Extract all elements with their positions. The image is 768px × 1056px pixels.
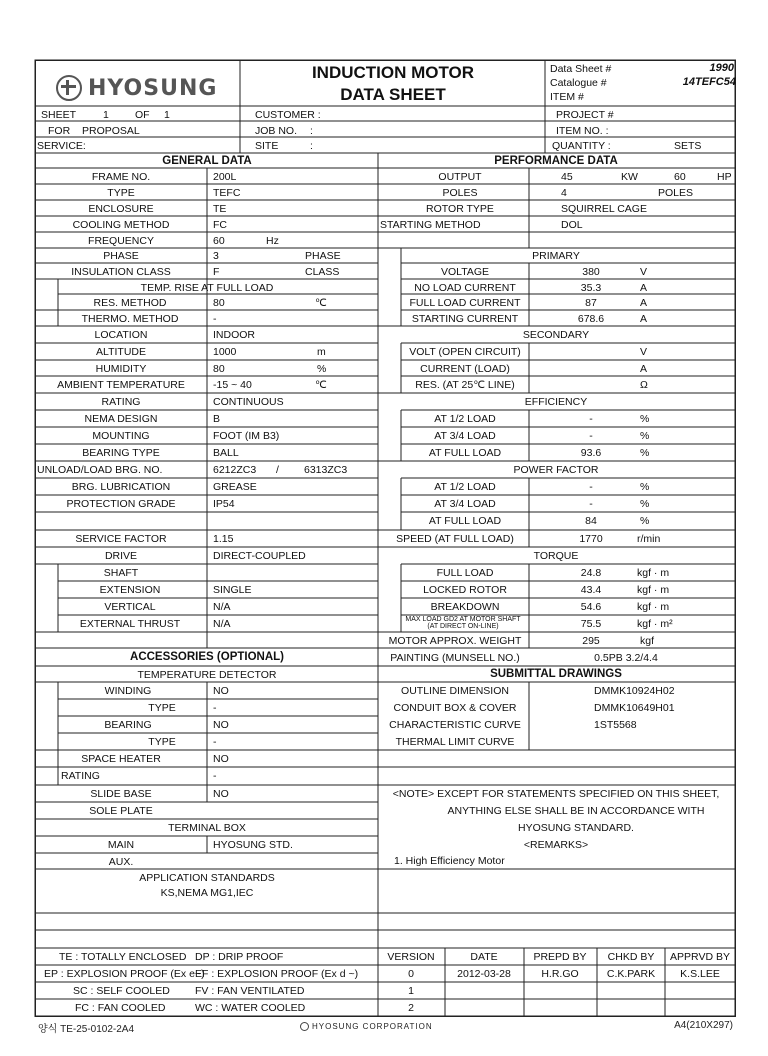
temp-detector-label: TEMPERATURE DETECTOR bbox=[137, 669, 277, 681]
enclosure-label: ENCLOSURE bbox=[88, 203, 154, 215]
protection-grade-label: PROTECTION GRADE bbox=[66, 498, 176, 510]
torque-heading: TORQUE bbox=[533, 550, 579, 562]
job-no-colon: : bbox=[310, 125, 313, 137]
speed-label: SPEED (AT FULL LOAD) bbox=[396, 533, 514, 545]
torque-full-load-value: 24.8 bbox=[580, 567, 602, 579]
bearing-label: BEARING bbox=[104, 719, 152, 731]
pf-half-load-unit: % bbox=[640, 481, 650, 493]
external-thrust-label: EXTERNAL THRUST bbox=[79, 618, 181, 630]
note-line-2: ANYTHING ELSE SHALL BE IN ACCORDANCE WITH bbox=[447, 805, 705, 817]
quantity-label: QUANTITY : bbox=[552, 140, 611, 152]
characteristic-curve-label: CHARACTERISTIC CURVE bbox=[389, 719, 521, 731]
revision-row-version: 2 bbox=[408, 1002, 414, 1014]
brg-no-separator: / bbox=[276, 464, 279, 476]
legend-wc: WC : WATER COOLED bbox=[195, 1002, 306, 1014]
torque-breakdown-value: 54.6 bbox=[580, 601, 602, 613]
winding-value: NO bbox=[213, 685, 229, 697]
drive-value: DIRECT-COUPLED bbox=[213, 550, 306, 562]
insulation-class-value: F bbox=[213, 266, 220, 278]
hyosung-logo-icon bbox=[56, 75, 82, 101]
rating-value: CONTINUOUS bbox=[213, 396, 284, 408]
revision-row-prepd: H.R.GO bbox=[541, 968, 579, 980]
app-standards-heading: APPLICATION STANDARDS bbox=[139, 872, 275, 884]
frequency-label: FREQUENCY bbox=[88, 235, 154, 247]
site-colon: : bbox=[310, 140, 313, 152]
insulation-class-unit: CLASS bbox=[305, 266, 340, 278]
remarks-heading: <REMARKS> bbox=[523, 839, 589, 851]
pf-half-load-value: - bbox=[589, 481, 593, 493]
shaft-label: SHAFT bbox=[103, 567, 139, 579]
service-factor-value: 1.15 bbox=[213, 533, 234, 545]
logo-text: HYOSUNG bbox=[88, 75, 218, 101]
terminal-main-value: HYOSUNG STD. bbox=[213, 839, 293, 851]
for-value: PROPOSAL bbox=[82, 125, 140, 137]
frequency-unit: Hz bbox=[266, 235, 279, 247]
humidity-unit: % bbox=[317, 363, 327, 375]
performance-data-heading: PERFORMANCE DATA bbox=[494, 155, 618, 167]
heater-rating-value: - bbox=[213, 770, 217, 782]
starting-method-value: DOL bbox=[561, 219, 583, 231]
volt-open-circuit-unit: V bbox=[640, 346, 648, 358]
full-load-current-label: FULL LOAD CURRENT bbox=[409, 297, 521, 309]
extension-value: SINGLE bbox=[213, 584, 252, 596]
corporation-logo-icon bbox=[300, 1022, 309, 1031]
terminal-main-label: MAIN bbox=[107, 839, 135, 851]
output-hp-unit: HP bbox=[717, 171, 732, 183]
characteristic-curve-value: 1ST5568 bbox=[594, 719, 637, 731]
catalogue-label: Catalogue # bbox=[550, 77, 607, 89]
service-label: SERVICE: bbox=[37, 140, 86, 152]
bearing-value: NO bbox=[213, 719, 229, 731]
temp-rise-label: TEMP. RISE AT FULL LOAD bbox=[140, 282, 274, 294]
secondary-heading: SECONDARY bbox=[522, 329, 590, 341]
pf-full-load-label: AT FULL LOAD bbox=[428, 515, 502, 527]
power-factor-heading: POWER FACTOR bbox=[513, 464, 599, 476]
document-title-line2: DATA SHEET bbox=[340, 85, 446, 104]
brg-no-label: UNLOAD/LOAD BRG. NO. bbox=[37, 464, 163, 476]
full-load-current-value: 87 bbox=[585, 297, 597, 309]
thermal-limit-curve-label: THERMAL LIMIT CURVE bbox=[395, 736, 515, 748]
vertical-value: N/A bbox=[213, 601, 231, 613]
bearing-type-value-acc: - bbox=[213, 736, 217, 748]
torque-breakdown-unit: kgf · m bbox=[637, 601, 670, 613]
site-label: SITE bbox=[255, 140, 279, 152]
sheet-label: SHEET bbox=[41, 109, 77, 121]
eff-half-load-value: - bbox=[589, 413, 593, 425]
output-hp: 60 bbox=[674, 171, 686, 183]
of-label: OF bbox=[135, 109, 150, 121]
altitude-label: ALTITUDE bbox=[96, 346, 146, 358]
legend-dp: DP : DRIP PROOF bbox=[195, 951, 284, 963]
heater-rating-label: RATING bbox=[61, 770, 100, 782]
revision-row-version: 1 bbox=[408, 985, 414, 997]
output-label: OUTPUT bbox=[438, 171, 482, 183]
pf-full-load-unit: % bbox=[640, 515, 650, 527]
item-no-label: ITEM NO. : bbox=[556, 125, 609, 137]
gd2-label-line1: MAX LOAD GD2 AT MOTOR SHAFT bbox=[405, 616, 521, 623]
catalogue-number: 14TEFC54 bbox=[682, 76, 736, 88]
prepd-header: PREPD BY bbox=[533, 951, 587, 963]
starting-current-unit: A bbox=[640, 313, 648, 325]
revision-row-version: 0 bbox=[408, 968, 414, 980]
bearing-type-label-acc: TYPE bbox=[148, 736, 176, 748]
legend-fv: FV : FAN VENTILATED bbox=[195, 985, 305, 997]
humidity-value: 80 bbox=[213, 363, 225, 375]
humidity-label: HUMIDITY bbox=[95, 363, 147, 375]
voltage-label: VOLTAGE bbox=[440, 266, 490, 278]
phase-label: PHASE bbox=[103, 250, 139, 262]
chkd-header: CHKD BY bbox=[607, 951, 655, 963]
extension-label: EXTENSION bbox=[99, 584, 161, 596]
torque-full-load-unit: kgf · m bbox=[637, 567, 670, 579]
space-heater-label: SPACE HEATER bbox=[81, 753, 161, 765]
pf-full-load-value: 84 bbox=[585, 515, 597, 527]
sole-plate-label: SOLE PLATE bbox=[89, 805, 153, 817]
submittal-drawings-heading: SUBMITTAL DRAWINGS bbox=[490, 668, 622, 680]
bearing-type-value: BALL bbox=[213, 447, 239, 459]
external-thrust-value: N/A bbox=[213, 618, 231, 630]
poles-unit: POLES bbox=[658, 187, 694, 199]
res-method-label: RES. METHOD bbox=[93, 297, 167, 309]
pf-34-load-value: - bbox=[589, 498, 593, 510]
protection-grade-value: IP54 bbox=[213, 498, 235, 510]
pf-34-load-unit: % bbox=[640, 498, 650, 510]
res-method-unit: ℃ bbox=[315, 297, 327, 309]
speed-unit: r/min bbox=[637, 533, 661, 545]
rating-label: RATING bbox=[101, 396, 141, 408]
torque-breakdown-label: BREAKDOWN bbox=[430, 601, 500, 613]
painting-label: PAINTING (MUNSELL NO.) bbox=[390, 652, 520, 664]
thermo-method-value: - bbox=[213, 313, 217, 325]
rotor-type-label: ROTOR TYPE bbox=[426, 203, 494, 215]
note-line-1: <NOTE> EXCEPT FOR STATEMENTS SPECIFIED ON THIS SHEET, bbox=[392, 788, 720, 800]
terminal-box-heading: TERMINAL BOX bbox=[168, 822, 246, 834]
project-label: PROJECT # bbox=[556, 109, 614, 121]
starting-current-value: 678.6 bbox=[577, 313, 605, 325]
type-label: TYPE bbox=[107, 187, 135, 199]
accessories-heading: ACCESSORIES (OPTIONAL) bbox=[130, 651, 284, 663]
current-load-label: CURRENT (LOAD) bbox=[420, 363, 510, 375]
hyosung-logo bbox=[56, 75, 217, 101]
phase-value: 3 bbox=[213, 250, 219, 262]
nema-design-value: B bbox=[213, 413, 221, 425]
corporation-text: HYOSUNG CORPORATION bbox=[312, 1022, 433, 1031]
of-number: 1 bbox=[164, 109, 170, 121]
altitude-unit: m bbox=[317, 346, 326, 358]
thermo-method-label: THERMO. METHOD bbox=[81, 313, 179, 325]
conduit-box-label: CONDUIT BOX & COVER bbox=[393, 702, 517, 714]
legend-ef: EF : EXPLOSION PROOF (Ex d ~) bbox=[195, 968, 359, 980]
res-method-value: 80 bbox=[213, 297, 225, 309]
resistance-label: RES. (AT 25℃ LINE) bbox=[415, 379, 515, 391]
primary-heading: PRIMARY bbox=[532, 250, 580, 262]
torque-full-load-label: FULL LOAD bbox=[436, 567, 494, 579]
nema-design-label: NEMA DESIGN bbox=[84, 413, 158, 425]
mounting-value: FOOT (IM B3) bbox=[213, 430, 280, 442]
voltage-value: 380 bbox=[582, 266, 600, 278]
torque-locked-rotor-value: 43.4 bbox=[580, 584, 602, 596]
no-load-current-unit: A bbox=[640, 282, 648, 294]
eff-34-load-value: - bbox=[589, 430, 593, 442]
for-label: FOR bbox=[48, 125, 71, 137]
speed-value: 1770 bbox=[579, 533, 603, 545]
general-data-heading: GENERAL DATA bbox=[162, 155, 252, 167]
slide-base-label: SLIDE BASE bbox=[90, 788, 152, 800]
no-load-current-value: 35.3 bbox=[580, 282, 602, 294]
note-line-3: HYOSUNG STANDARD. bbox=[518, 822, 634, 834]
eff-34-load-unit: % bbox=[640, 430, 650, 442]
resistance-unit: Ω bbox=[640, 379, 648, 391]
gd2-value: 75.5 bbox=[580, 618, 602, 630]
quantity-unit: SETS bbox=[674, 140, 702, 152]
legend-te: TE : TOTALLY ENCLOSED bbox=[59, 951, 187, 963]
frequency-value: 60 bbox=[213, 235, 225, 247]
job-no-label: JOB NO. bbox=[255, 125, 298, 137]
no-load-current-label: NO LOAD CURRENT bbox=[414, 282, 516, 294]
volt-open-circuit-label: VOLT (OPEN CIRCUIT) bbox=[409, 346, 521, 358]
revision-row-date: 2012-03-28 bbox=[457, 968, 511, 980]
poles-label: POLES bbox=[442, 187, 478, 199]
service-factor-label: SERVICE FACTOR bbox=[75, 533, 167, 545]
app-standards-value: KS,NEMA MG1,IEC bbox=[160, 887, 254, 899]
remark-1: 1. High Efficiency Motor bbox=[394, 855, 505, 867]
efficiency-heading: EFFICIENCY bbox=[524, 396, 588, 408]
paper-size: A4(210X297) bbox=[674, 1020, 733, 1031]
legend-sc: SC : SELF COOLED bbox=[73, 985, 170, 997]
insulation-class-label: INSULATION CLASS bbox=[71, 266, 171, 278]
apprvd-header: APPRVD BY bbox=[670, 951, 730, 963]
ambient-temp-label: AMBIENT TEMPERATURE bbox=[57, 379, 185, 391]
starting-method-label: STARTING METHOD bbox=[380, 219, 481, 231]
form-number: 양식 TE-25-0102-2A4 bbox=[38, 1024, 135, 1035]
brg-lubrication-label: BRG. LUBRICATION bbox=[71, 481, 171, 493]
revision-row-chkd: C.K.PARK bbox=[606, 968, 656, 980]
enclosure-value: TE bbox=[213, 203, 227, 215]
location-value: INDOOR bbox=[213, 329, 255, 341]
eff-34-load-label: AT 3/4 LOAD bbox=[434, 430, 496, 442]
torque-locked-rotor-label: LOCKED ROTOR bbox=[423, 584, 507, 596]
item-label: ITEM # bbox=[550, 91, 584, 103]
outline-dimension-label: OUTLINE DIMENSION bbox=[401, 685, 509, 697]
mounting-label: MOUNTING bbox=[92, 430, 150, 442]
voltage-unit: V bbox=[640, 266, 648, 278]
weight-unit: kgf bbox=[640, 635, 655, 647]
corporation-name bbox=[300, 1022, 433, 1031]
conduit-box-value: DMMK10649H01 bbox=[594, 702, 675, 714]
version-header: VERSION bbox=[387, 951, 435, 963]
eff-full-load-value: 93.6 bbox=[580, 447, 602, 459]
gd2-unit: kgf · m² bbox=[637, 618, 673, 630]
pf-34-load-label: AT 3/4 LOAD bbox=[434, 498, 496, 510]
winding-label: WINDING bbox=[104, 685, 152, 697]
current-load-unit: A bbox=[640, 363, 648, 375]
ambient-temp-value: -15 ~ 40 bbox=[213, 379, 252, 391]
outline-dimension-value: DMMK10924H02 bbox=[594, 685, 675, 697]
brg-no-unload: 6212ZC3 bbox=[213, 464, 257, 476]
legend-fc: FC : FAN COOLED bbox=[75, 1002, 166, 1014]
torque-locked-rotor-unit: kgf · m bbox=[637, 584, 670, 596]
poles-value: 4 bbox=[561, 187, 567, 199]
datasheet-label: Data Sheet # bbox=[550, 63, 612, 75]
starting-current-label: STARTING CURRENT bbox=[411, 313, 519, 325]
pf-half-load-label: AT 1/2 LOAD bbox=[434, 481, 496, 493]
brg-no-load: 6313ZC3 bbox=[304, 464, 348, 476]
revision-row-apprvd: K.S.LEE bbox=[680, 968, 720, 980]
weight-label: MOTOR APPROX. WEIGHT bbox=[388, 635, 522, 647]
type-value: TEFC bbox=[213, 187, 241, 199]
eff-full-load-unit: % bbox=[640, 447, 650, 459]
bearing-type-label: BEARING TYPE bbox=[82, 447, 160, 459]
rotor-type-value: SQUIRREL CAGE bbox=[561, 203, 647, 215]
ambient-temp-unit: ℃ bbox=[315, 379, 327, 391]
cooling-method-value: FC bbox=[213, 219, 227, 231]
gd2-label-line2: (AT DIRECT ON-LINE) bbox=[427, 623, 499, 630]
sheet-number: 1 bbox=[103, 109, 109, 121]
slide-base-value: NO bbox=[213, 788, 229, 800]
winding-type-label: TYPE bbox=[148, 702, 176, 714]
altitude-value: 1000 bbox=[213, 346, 237, 358]
output-kw: 45 bbox=[561, 171, 573, 183]
cooling-method-label: COOLING METHOD bbox=[72, 219, 170, 231]
frame-value: 200L bbox=[213, 171, 237, 183]
brg-lubrication-value: GREASE bbox=[213, 481, 257, 493]
legend-ep: EP : EXPLOSION PROOF (Ex e~) bbox=[44, 968, 205, 980]
winding-type-value: - bbox=[213, 702, 217, 714]
full-load-current-unit: A bbox=[640, 297, 648, 309]
vertical-label: VERTICAL bbox=[104, 601, 156, 613]
eff-half-load-label: AT 1/2 LOAD bbox=[434, 413, 496, 425]
datasheet-number: 1990 bbox=[709, 62, 734, 74]
frame-label: FRAME NO. bbox=[91, 171, 151, 183]
document-title-line1: INDUCTION MOTOR bbox=[311, 63, 475, 82]
space-heater-value: NO bbox=[213, 753, 229, 765]
painting-value: 0.5PB 3.2/4.4 bbox=[594, 652, 658, 664]
location-label: LOCATION bbox=[94, 329, 148, 341]
customer-label: CUSTOMER : bbox=[255, 109, 321, 121]
phase-unit: PHASE bbox=[305, 250, 341, 262]
output-kw-unit: KW bbox=[621, 171, 638, 183]
terminal-aux-label: AUX. bbox=[108, 856, 134, 868]
eff-full-load-label: AT FULL LOAD bbox=[428, 447, 502, 459]
eff-half-load-unit: % bbox=[640, 413, 650, 425]
date-header: DATE bbox=[470, 951, 498, 963]
weight-value: 295 bbox=[582, 635, 600, 647]
drive-label: DRIVE bbox=[104, 550, 138, 562]
